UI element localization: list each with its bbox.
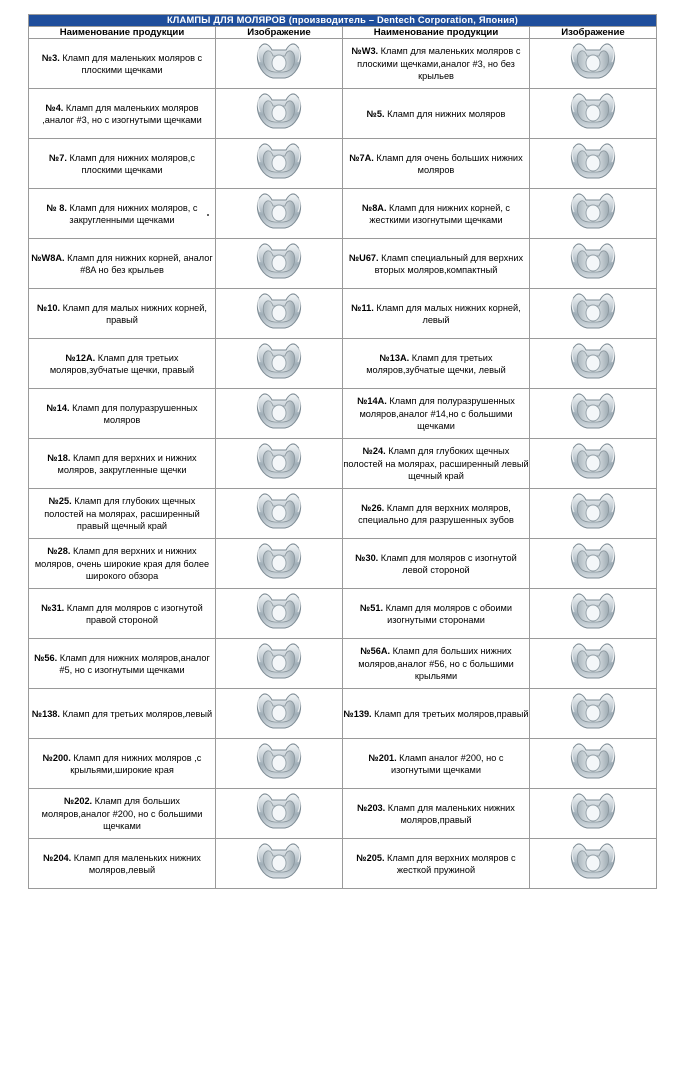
clamp-molar-icon (253, 139, 305, 183)
clamp-molar-icon (253, 89, 305, 133)
table-row (29, 539, 657, 589)
product-image-cell-left (216, 239, 343, 289)
clamp-molar-icon (567, 489, 619, 533)
clamp-molar-icon (567, 539, 619, 583)
product-code: №201. (368, 752, 397, 763)
product-description: Кламп для нижних моляров (384, 108, 506, 119)
table-row (29, 789, 657, 839)
product-description: Кламп для маленьких нижних моляров,левый (71, 852, 201, 875)
product-description: Кламп для верхних и нижних моляров, закругленные щечки (57, 452, 197, 475)
product-name-cell-left (29, 189, 216, 239)
product-code: №202. (63, 796, 93, 807)
clamp-molar-icon (253, 739, 305, 783)
table-row (29, 39, 657, 89)
product-image-cell-right (530, 239, 657, 289)
clamp-molar-icon (253, 239, 305, 283)
product-name-cell-left (29, 389, 216, 439)
product-description: Кламп для нижних моляров, с закругленными щечками (66, 202, 198, 225)
product-image-cell-right (530, 39, 657, 89)
product-code: №56A. (360, 646, 391, 657)
clamp-molar-icon (567, 839, 619, 883)
clamp-catalog-table (28, 14, 657, 889)
product-description: Кламп для больших нижних моляров,аналог #56, но с большими крыльями (358, 646, 514, 681)
product-name-cell-left (29, 289, 216, 339)
clamp-molar-icon (567, 139, 619, 183)
clamp-molar-icon (253, 539, 305, 583)
product-description: Кламп для нижних моляров,с плоскими щечками (66, 152, 195, 175)
table-row (29, 189, 657, 239)
table-body (29, 39, 657, 889)
product-image-cell-right (530, 689, 657, 739)
clamp-molar-icon (567, 189, 619, 233)
clamp-molar-icon (253, 339, 305, 383)
product-description: Кламп для третьих моляров,левый (59, 708, 213, 719)
product-name-cell-left (29, 639, 216, 689)
product-code: №26. (361, 502, 385, 513)
table-row (29, 839, 657, 889)
clamp-molar-icon (253, 289, 305, 333)
clamp-molar-icon (567, 89, 619, 133)
product-image-cell-left (216, 89, 343, 139)
product-description: Кламп для глубоких щечных полостей на молярах, расширенный правый щечный край (44, 496, 200, 531)
product-image-cell-right (530, 289, 657, 339)
product-code: №W8A. (31, 252, 65, 263)
product-description: Кламп для моляров с изогнутой правой стороной (64, 602, 203, 625)
product-description: Кламп для малых нижних корней, левый (373, 302, 521, 325)
product-image-cell-right (530, 539, 657, 589)
product-description: Кламп для третьих моляров,зубчатые щечки, правый (49, 352, 195, 375)
table-row (29, 389, 657, 439)
product-image-cell-right (530, 739, 657, 789)
product-code: №24. (362, 446, 386, 457)
product-name-cell-left (29, 139, 216, 189)
product-description: Кламп для маленьких нижних моляров,правый (385, 802, 515, 825)
product-code: №25. (48, 496, 72, 507)
product-name-cell-right (343, 439, 530, 489)
product-description: Кламп для нижних корней, аналог #8A но без крыльев (64, 252, 213, 275)
table-row (29, 239, 657, 289)
product-description: Кламп для очень больших нижних моляров (373, 152, 523, 175)
product-code: №7A. (349, 152, 374, 163)
table-row (29, 639, 657, 689)
product-description: Кламп специальный для верхних вторых моляров,компактный (374, 252, 524, 275)
product-description: Кламп для моляров с обоими изогнутыми сторонами (383, 602, 512, 625)
product-code: №13A. (379, 352, 410, 363)
product-description: Кламп для нижних корней, с жесткими изогнутыми щечками (369, 202, 511, 225)
table-row (29, 489, 657, 539)
product-image-cell-right (530, 139, 657, 189)
product-name-cell-left (29, 89, 216, 139)
product-image-cell-left (216, 739, 343, 789)
clamp-molar-icon (253, 389, 305, 433)
product-name-cell-right (343, 189, 530, 239)
product-code: №205. (356, 852, 385, 863)
product-image-cell-left (216, 389, 343, 439)
product-image-cell-left (216, 489, 343, 539)
product-description: Кламп для нижних моляров,аналог #5, но с изогнутыми щечками (57, 652, 210, 675)
product-name-cell-right (343, 739, 530, 789)
product-code: №7. (49, 152, 67, 163)
product-description: Кламп для нижних моляров ,с крыльями,широкие края (70, 752, 202, 775)
table-row (29, 589, 657, 639)
clamp-molar-icon (567, 689, 619, 733)
product-code: №51. (360, 602, 384, 613)
product-code: №28. (47, 546, 71, 557)
product-name-cell-right (343, 839, 530, 889)
product-name-cell-right (343, 289, 530, 339)
product-code: №18. (47, 452, 71, 463)
product-name-cell-left (29, 439, 216, 489)
product-description: Кламп для верхних и нижних моляров, очень широкие края для более широкого обзора (34, 546, 210, 581)
product-code: №4. (45, 102, 64, 113)
product-image-cell-right (530, 589, 657, 639)
product-code: №56. (34, 652, 58, 663)
product-name-cell-right (343, 389, 530, 439)
clamp-molar-icon (253, 439, 305, 483)
clamp-molar-icon (567, 739, 619, 783)
product-image-cell-left (216, 289, 343, 339)
product-description: Кламп для верхних моляров с жесткой пружиной (384, 852, 516, 875)
product-description: Кламп для третьих моляров,зубчатые щечки, левый (366, 352, 506, 375)
column-header-name-left: Наименование продукции (29, 27, 216, 39)
product-image-cell-left (216, 589, 343, 639)
product-image-cell-left (216, 839, 343, 889)
product-name-cell-left (29, 339, 216, 389)
product-name-cell-left (29, 539, 216, 589)
product-image-cell-right (530, 489, 657, 539)
product-name-cell-left (29, 789, 216, 839)
clamp-molar-icon (567, 39, 619, 83)
product-image-cell-right (530, 89, 657, 139)
product-image-cell-left (216, 39, 343, 89)
product-description: Кламп для маленьких моляров с плоскими щечками (59, 52, 203, 75)
product-image-cell-left (216, 789, 343, 839)
product-name-cell-right (343, 89, 530, 139)
clamp-molar-icon (253, 639, 305, 683)
product-name-cell-right (343, 639, 530, 689)
product-name-cell-left (29, 739, 216, 789)
product-image-cell-left (216, 689, 343, 739)
product-description: Кламп для моляров с изогнутой левой стороной (378, 552, 517, 575)
clamp-molar-icon (253, 839, 305, 883)
product-code: №31. (41, 602, 65, 613)
product-image-cell-right (530, 439, 657, 489)
product-image-cell-left (216, 639, 343, 689)
product-code: №30. (355, 552, 379, 563)
product-description: Кламп для полуразрушенных моляров,аналог #14,но с большими щечками (359, 396, 515, 431)
clamp-molar-icon (567, 239, 619, 283)
table-header-row (29, 27, 657, 39)
product-code: №8A. (361, 202, 387, 213)
clamp-molar-icon (567, 439, 619, 483)
product-code: №200. (42, 752, 71, 763)
table-row (29, 739, 657, 789)
product-name-cell-right (343, 589, 530, 639)
table-row (29, 339, 657, 389)
product-image-cell-right (530, 389, 657, 439)
product-code: №11. (351, 302, 374, 313)
column-header-image-left: Изображение (216, 27, 343, 39)
table-row (29, 439, 657, 489)
product-code: №14. (46, 402, 70, 413)
product-code: №3. (41, 52, 60, 63)
clamp-molar-icon (567, 389, 619, 433)
product-description: Кламп для маленьких моляров ,аналог #3, но с изогнутыми щечками (42, 102, 202, 125)
product-code: №138. (31, 708, 60, 719)
product-code: № 8. (46, 202, 67, 213)
clamp-molar-icon (567, 639, 619, 683)
clamp-molar-icon (253, 39, 305, 83)
product-name-cell-left (29, 689, 216, 739)
product-code: №203. (357, 802, 386, 813)
product-code: №5. (366, 108, 385, 119)
table-title (29, 15, 657, 27)
product-code: №10. (37, 302, 61, 313)
product-code: №139. (343, 708, 372, 719)
product-name-cell-right (343, 789, 530, 839)
clamp-molar-icon (567, 289, 619, 333)
clamp-molar-icon (253, 489, 305, 533)
product-code: №14A. (357, 396, 387, 407)
product-name-cell-left (29, 589, 216, 639)
product-name-cell-right (343, 489, 530, 539)
product-name-cell-right (343, 689, 530, 739)
product-name-cell-left (29, 839, 216, 889)
product-name-cell-left (29, 39, 216, 89)
clamp-molar-icon (567, 789, 619, 833)
product-name-cell-left (29, 239, 216, 289)
product-name-cell-right (343, 339, 530, 389)
product-code: №204. (43, 852, 72, 863)
product-image-cell-right (530, 789, 657, 839)
product-image-cell-left (216, 339, 343, 389)
product-name-cell-right (343, 139, 530, 189)
table-row (29, 689, 657, 739)
product-image-cell-right (530, 339, 657, 389)
product-name-cell-left (29, 489, 216, 539)
product-image-cell-left (216, 439, 343, 489)
product-description: Кламп для маленьких моляров с плоскими щечками,аналог #3, но без крыльев (357, 46, 521, 81)
product-image-cell-left (216, 539, 343, 589)
column-header-name-right: Наименование продукции (343, 27, 530, 39)
table-title-main: КЛАМПЫ ДЛЯ МОЛЯРОВ (166, 15, 286, 25)
product-code: №U67. (348, 252, 379, 263)
product-code: №W3. (351, 46, 379, 57)
product-code: №12A. (65, 352, 96, 363)
clamp-molar-icon (567, 339, 619, 383)
product-image-cell-left (216, 139, 343, 189)
product-description: Кламп для глубоких щечных полостей на молярах, расширенный левый щечный край (343, 446, 529, 481)
product-name-cell-right (343, 239, 530, 289)
product-description: Кламп аналог #200, но с изогнутыми щечками (390, 752, 504, 775)
table-title-sub: (производитель – Dentech Corporation, Япония) (288, 15, 519, 25)
product-description: Кламп для больших моляров,аналог #200, но с большими щечками (41, 796, 203, 831)
clamp-molar-icon (253, 689, 305, 733)
product-image-cell-left (216, 189, 343, 239)
clamp-molar-icon (253, 789, 305, 833)
product-image-cell-right (530, 189, 657, 239)
column-header-image-right: Изображение (530, 27, 657, 39)
stray-dot-mark (207, 214, 209, 216)
table-title-row (29, 15, 657, 27)
table-row (29, 289, 657, 339)
product-description: Кламп для малых нижних корней, правый (60, 302, 207, 325)
product-description: Кламп для полуразрушенных моляров (69, 402, 198, 425)
clamp-molar-icon (567, 589, 619, 633)
table-row (29, 89, 657, 139)
product-description: Кламп для третьих моляров,правый (371, 708, 529, 719)
product-name-cell-right (343, 39, 530, 89)
product-description: Кламп для верхних моляров, специально для разрушенных зубов (358, 502, 514, 525)
product-name-cell-right (343, 539, 530, 589)
product-image-cell-right (530, 639, 657, 689)
clamp-molar-icon (253, 589, 305, 633)
clamp-molar-icon (253, 189, 305, 233)
product-image-cell-right (530, 839, 657, 889)
table-row (29, 139, 657, 189)
